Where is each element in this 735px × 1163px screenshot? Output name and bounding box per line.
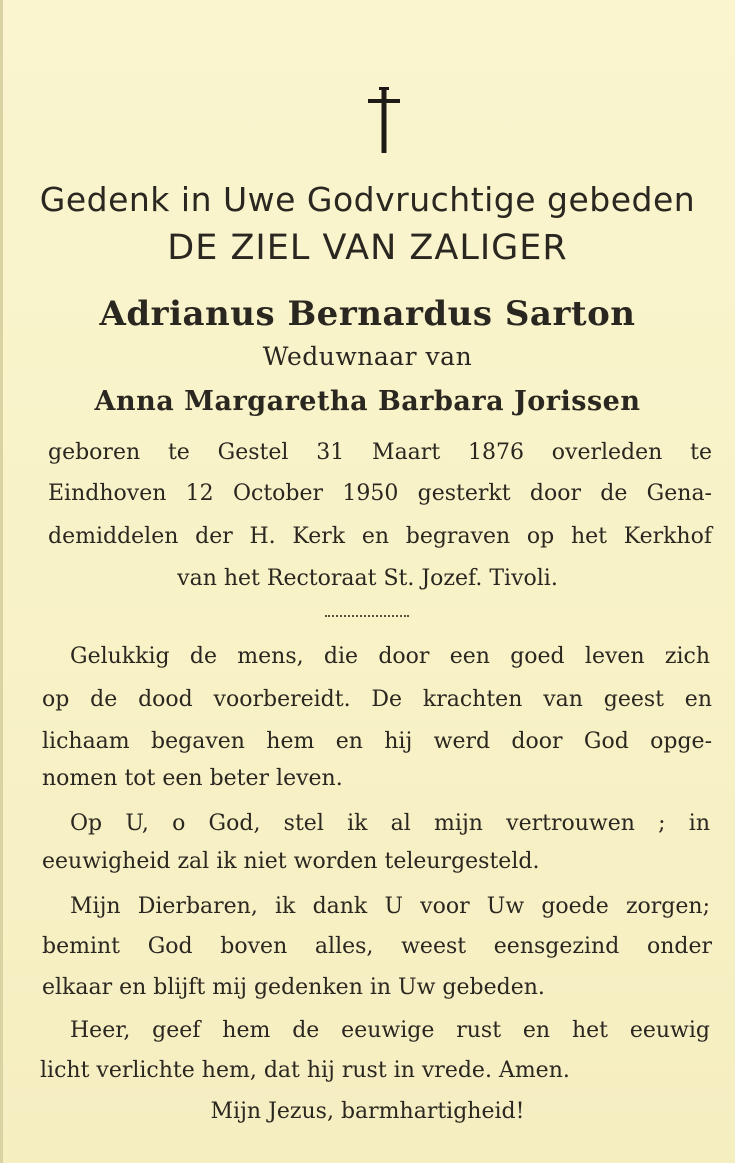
prayer-line: bemint God boven alles, weest eensgezind onder xyxy=(42,934,712,959)
closing-line: Mijn Jezus, barmhartigheid! xyxy=(210,1099,525,1124)
prayer-line: Gelukkig de mens, die door een goed leven zich xyxy=(70,644,710,669)
prayer-line: lichaam begaven hem en hij werd door God opge- xyxy=(42,729,712,754)
divider xyxy=(325,615,409,619)
prayer-line: Op U, o God, stel ik al mijn vertrouwen ; in xyxy=(70,811,710,836)
invocation-line: Gedenk in Uwe Godvruchtige gebeden xyxy=(39,180,696,219)
detail-line: demiddelen der H. Kerk en begraven op het Kerkhof xyxy=(48,524,712,549)
deceased-name: Adrianus Bernardus Sarton xyxy=(99,294,636,334)
relation-line: Weduwnaar van xyxy=(262,342,473,371)
prayer-line: eeuwigheid zal ik niet worden teleurgesteld. xyxy=(42,849,540,874)
soul-line: DE ZIEL VAN ZALIGER xyxy=(167,228,568,268)
prayer-line: licht verlichte hem, dat hij rust in vrede. Amen. xyxy=(40,1058,570,1083)
prayer-line: Heer, geef hem de eeuwige rust en het eeuwig xyxy=(70,1018,710,1043)
prayer-line: op de dood voorbereidt. De krachten van geest en xyxy=(42,687,712,712)
detail-line: van het Rectoraat St. Jozef. Tivoli. xyxy=(177,566,558,591)
detail-line: Eindhoven 12 October 1950 gesterkt door de Gena- xyxy=(48,481,712,506)
prayer-line: Mijn Dierbaren, ik dank U voor Uw goede zorgen; xyxy=(70,894,710,919)
prayer-line: elkaar en blijft mij gedenken in Uw gebeden. xyxy=(42,975,545,1000)
spouse-name: Anna Margaretha Barbara Jorissen xyxy=(94,386,641,417)
prayer-line: nomen tot een beter leven. xyxy=(42,766,343,791)
cross-icon xyxy=(366,85,402,157)
detail-line: geboren te Gestel 31 Maart 1876 overleden te xyxy=(48,440,712,465)
